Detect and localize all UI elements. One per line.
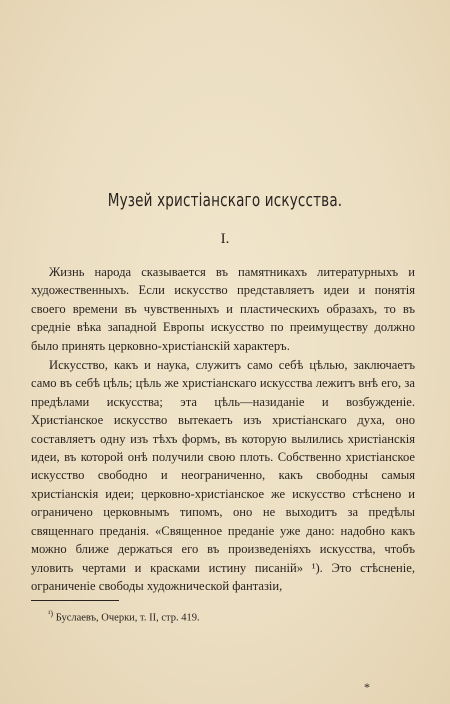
footnote-text: Буслаевъ, Очерки, т. II, стр. 419. bbox=[55, 612, 200, 624]
footnote bbox=[48, 609, 200, 624]
paragraph: Искусство, какъ и наука, служитъ само себѣ цѣлью, заключаетъ само въ себѣ цѣль; цѣль же христіанскаго искусства лежитъ внѣ его, за предѣлами искусства; эта цѣль—назиданіе и возбужденіе. Христіанское искусство вытекаетъ изъ христіанскаго духа, оно составляетъ одну изъ тѣхъ формъ, въ которую вылились христіанскія идеи, въ которой онѣ получили свою плоть. Собственно христіанское искусство свободно и неограниченно, какъ свободны самыя христіанскія идеи; церковно-христіанское же искусство стѣснено и ограничено церковнымъ типомъ, оно не выходитъ за предѣлы священнаго преданія. «Священное преданіе уже дано: надобно какъ можно ближе держаться его въ произведеніяхъ искусства, чтобъ уловить чертами и красками истину писаній» ¹). Это стѣсненіе, ограниченіе свободы художнической фантазіи, bbox=[31, 358, 415, 593]
signature-mark: * bbox=[364, 680, 370, 694]
body-text bbox=[31, 263, 415, 595]
footnote-marker: ¹) bbox=[48, 609, 54, 618]
article-title: Музей христіанскаго искусства. bbox=[107, 191, 343, 211]
section-number: I. bbox=[220, 231, 230, 247]
footnote-divider bbox=[31, 600, 119, 601]
paragraph: Жизнь народа сказывается въ памятникахъ литературныхъ и художественныхъ. Если искусство представляетъ идеи и понятія своего времени въ чувственныхъ и пластическихъ образахъ, то въ средніе вѣка западной Европы искусство по преимуществу должно было принять церковно-христіанскій характеръ. bbox=[31, 265, 415, 353]
